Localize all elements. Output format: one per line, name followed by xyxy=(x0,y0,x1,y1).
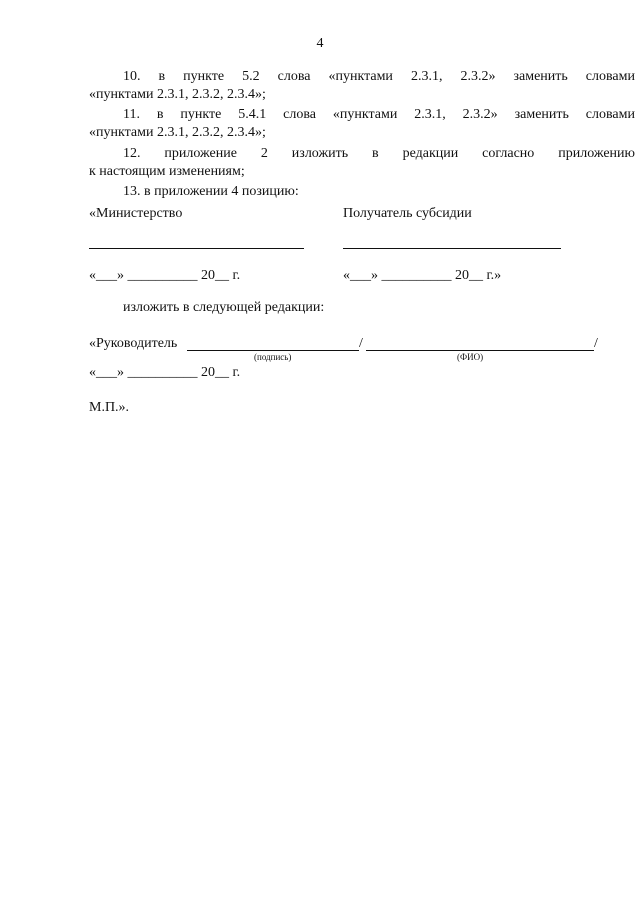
item-11-line-2: «пунктами 2.3.1, 2.3.2, 2.3.4»; xyxy=(89,125,266,140)
ministry-signature-line xyxy=(89,248,304,249)
stamp-place: М.П.». xyxy=(89,400,130,415)
item-10-line-1: 10. в пункте 5.2 слова «пунктами 2.3.1, 2.3.2» заменить словами xyxy=(123,69,635,84)
recipient-date: «___» __________ 20__ г.» xyxy=(343,268,502,283)
signature-line xyxy=(187,350,359,351)
transition-text: изложить в следующей редакции: xyxy=(123,300,325,315)
page-number: 4 xyxy=(316,36,324,51)
recipient-label: Получатель субсидии xyxy=(343,206,472,221)
recipient-signature-line xyxy=(343,248,561,249)
signature-caption: (подпись) xyxy=(254,352,292,362)
separator-slash-1: / xyxy=(359,336,363,351)
new-date: «___» __________ 20__ г. xyxy=(89,365,241,380)
head-label: «Руководитель xyxy=(89,336,178,351)
item-12-line-2: к настоящим изменениям; xyxy=(89,164,245,179)
item-13-line: 13. в приложении 4 позицию: xyxy=(123,184,299,199)
separator-slash-2: / xyxy=(594,336,598,351)
name-caption: (ФИО) xyxy=(457,352,484,362)
ministry-label: «Министерство xyxy=(89,206,183,221)
name-line xyxy=(366,350,594,351)
item-11-line-1: 11. в пункте 5.4.1 слова «пунктами 2.3.1, 2.3.2» заменить словами xyxy=(123,107,635,122)
item-12-line-1: 12. приложение 2 изложить в редакции согласно приложению xyxy=(123,146,635,161)
ministry-date: «___» __________ 20__ г. xyxy=(89,268,241,283)
item-10-line-2: «пунктами 2.3.1, 2.3.2, 2.3.4»; xyxy=(89,87,266,102)
